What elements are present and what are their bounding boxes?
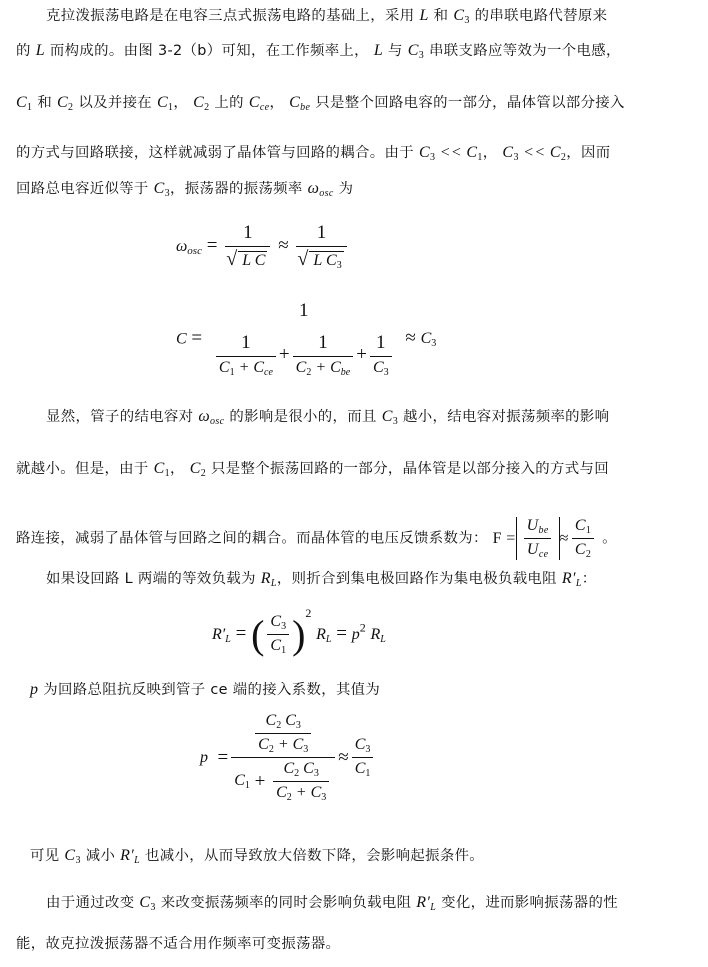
- text: 为: [338, 181, 354, 197]
- text: 减小: [85, 848, 116, 864]
- symbol-cbe: $C_{be}$: [289, 94, 311, 113]
- para1-line5: [16, 177, 353, 199]
- symbol-c3: $C_3$: [381, 408, 399, 427]
- text: 能，故克拉泼振荡器不适合用作频率可变振荡器。: [16, 936, 341, 952]
- text: 由于通过改变: [46, 895, 135, 911]
- symbol-c3: $C_3$: [64, 847, 81, 866]
- formula-rl-prime: $R'_L$ = ( $\frac{C_3}{C_1}$ )$^2$ $R_L = p^2$ $R_L$: [212, 606, 386, 658]
- symbol-l: L: [35, 42, 45, 59]
- symbol-cce: $C_{ce}$: [248, 94, 270, 113]
- para4-line1: [30, 678, 380, 699]
- symbol-rl-prime: $R'_L$: [561, 570, 582, 589]
- text: 也减小，从而导致放大倍数下降，会影响起振条件。: [145, 848, 485, 864]
- text: 可见: [30, 848, 60, 864]
- text: 的影响是很小的，而且: [229, 409, 377, 425]
- symbol-rl-prime: $R'_L$: [120, 847, 141, 866]
- para2-line1: [46, 405, 609, 427]
- ineq-c3-c1: $C_3 << C_1$: [418, 144, 483, 163]
- formula-feedback: F = $\frac{U_{be}}{U_{ce}}$ ≈ $\frac{C_1}{C_2}$: [493, 517, 598, 560]
- text: ，: [173, 95, 189, 111]
- para1-line4: [16, 141, 610, 163]
- text: 如果设回路 L 两端的等效负载为: [46, 571, 256, 587]
- text: ，: [170, 461, 185, 477]
- text: ，: [482, 145, 498, 161]
- text: 和: [433, 8, 449, 24]
- symbol-c3: $C_3$: [407, 42, 425, 61]
- text: ，则折合到集电极回路作为集电极负载电阻: [276, 571, 557, 587]
- symbol-omega-osc: $\omega_{osc}$: [307, 180, 334, 199]
- para6-line2: [16, 932, 340, 953]
- text: 的: [16, 43, 31, 59]
- text: 就越小。但是，由于: [16, 461, 149, 477]
- symbol-c3: $C_3$: [453, 7, 470, 26]
- symbol-c3: $C_3$: [139, 894, 156, 913]
- text: 为回路总阻抗反映到管子 ce 端的接入系数，其值为: [43, 682, 381, 698]
- symbol-rl-prime: $R'_L$: [416, 894, 437, 913]
- para2-line2: [16, 457, 609, 479]
- para1-line1: [46, 4, 607, 26]
- formula-omega: $\omega_{osc}$ = 1 √ L C ≈ 1 √ L $C_3$: [176, 222, 350, 271]
- symbol-rl: $R_L$: [260, 570, 277, 589]
- text: 只是整个振荡回路的一部分，晶体管是以部分接入的方式与回: [211, 461, 610, 477]
- text: 与: [388, 43, 403, 59]
- text: 来改变振荡频率的同时会影响负载电阻: [160, 895, 412, 911]
- formula-p: p = $\frac{C_2 C_3}{C_2 + C_3}$ $C_1$ + $\frac{C_2 C_3}{C_2 + C_3}$ ≈ $\frac{C_3}{C_1}$: [200, 712, 376, 803]
- text: 而构成的。由图 3-2（b）可知，在工作频率上，: [49, 43, 369, 59]
- text: 串联支路应等效为一个电感，: [429, 43, 621, 59]
- text: 。: [602, 530, 617, 547]
- text: ：: [581, 571, 597, 587]
- text: 回路总电容近似等于: [16, 181, 149, 197]
- text: ，因而: [566, 145, 611, 161]
- para1-line3: [16, 91, 625, 113]
- formula-c-total: C = 1 $\frac{1}{C_1 + C_{ce}}$ + $\frac{1}{C_2 + C_{be}}$ + $\frac{1}{C_3}$ ≈ $C_3$: [176, 300, 437, 378]
- text: 上的: [214, 95, 244, 111]
- text: 路连接，减弱了晶体管与回路之间的耦合。而晶体管的电压反馈系数为：: [16, 530, 488, 547]
- text: 克拉泼振荡电路是在电容三点式振荡电路的基础上，采用: [46, 8, 415, 24]
- text: ，振荡器的振荡频率: [170, 181, 303, 197]
- para3-line1: [46, 567, 597, 589]
- para6-line1: [46, 891, 618, 913]
- symbol-c2: $C_2$: [57, 94, 74, 113]
- text: 以及并接在: [78, 95, 153, 111]
- symbol-l: L: [419, 7, 429, 24]
- symbol-c2: $C_2$: [189, 460, 207, 479]
- text: 和: [37, 95, 53, 111]
- symbol-omega-osc: $\omega_{osc}$: [198, 408, 225, 427]
- ineq-c3-c2: $C_3 << C_2$: [502, 144, 567, 163]
- text: 显然，管子的结电容对: [46, 409, 194, 425]
- symbol-c1: $C_1$: [16, 94, 33, 113]
- text: 的方式与回路联接，这样就减弱了晶体管与回路的耦合。由于: [16, 145, 414, 161]
- text: 变化，进而影响振荡器的性: [441, 895, 618, 911]
- symbol-c2: $C_2$: [193, 94, 210, 113]
- symbol-c1: $C_1$: [157, 94, 174, 113]
- symbol-l: L: [373, 42, 384, 59]
- para1-line2: [16, 39, 621, 61]
- symbol-p: p: [30, 681, 39, 698]
- symbol-c3: $C_3$: [153, 180, 170, 199]
- para5-line1: [30, 844, 484, 866]
- text: 越小，结电容对振荡频率的影响: [403, 409, 610, 425]
- para2-line3: [16, 517, 617, 560]
- text: 的串联电路代替原来: [474, 8, 608, 24]
- text: 只是整个回路电容的一部分，晶体管以部分接入: [315, 95, 625, 111]
- text: ，: [269, 95, 285, 111]
- symbol-c1: $C_1$: [153, 460, 170, 479]
